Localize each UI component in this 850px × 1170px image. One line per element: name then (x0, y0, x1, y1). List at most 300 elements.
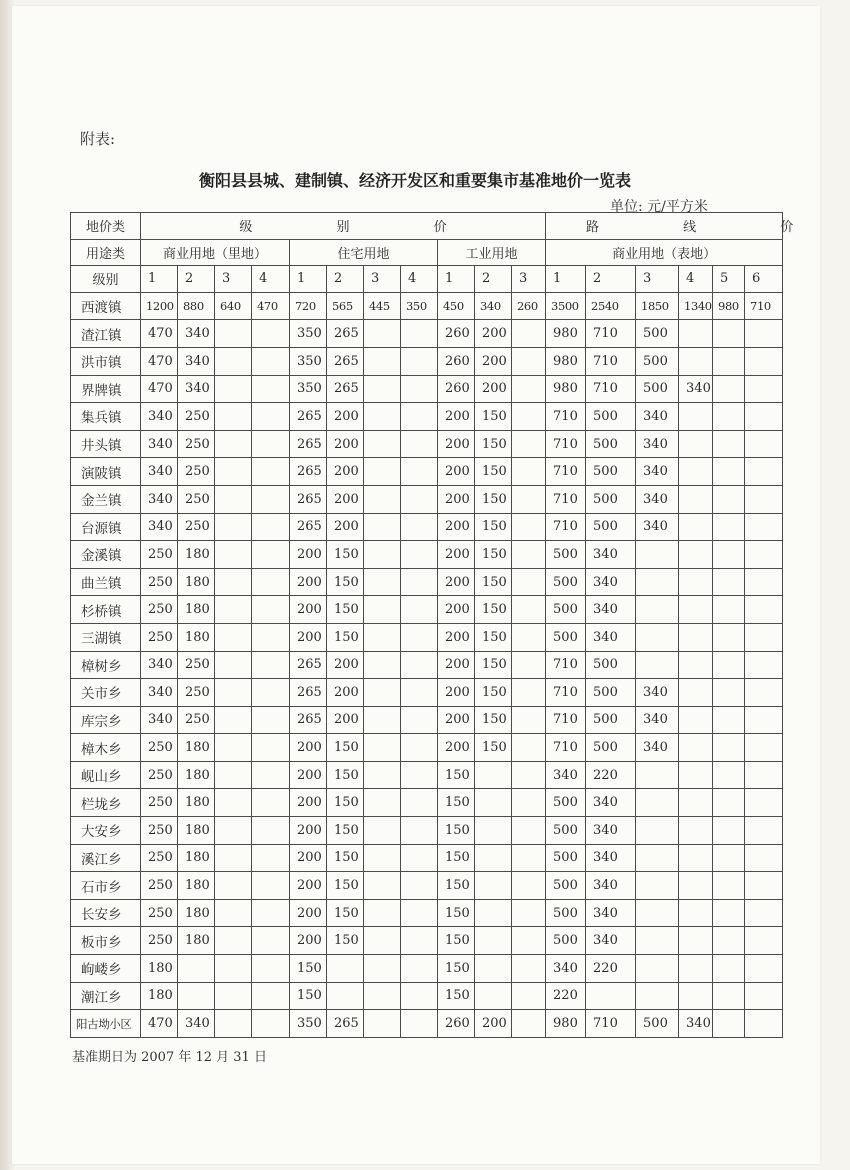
commercial-surface-cell (713, 844, 745, 872)
residential-cell: 200 (290, 817, 327, 845)
town-name-cell: 杉桥镇 (71, 596, 141, 624)
grade-header-cell: 3 (364, 266, 401, 293)
industrial-cell (512, 651, 546, 679)
commercial-surface-cell: 340 (586, 817, 636, 845)
commercial-inner-cell (215, 679, 252, 707)
commercial-inner-cell (215, 1010, 252, 1038)
commercial-inner-cell: 470 (141, 375, 178, 403)
town-name-cell: 栏垅乡 (71, 789, 141, 817)
residential-cell: 265 (290, 651, 327, 679)
commercial-inner-cell: 180 (178, 734, 215, 762)
industrial-cell: 150 (438, 817, 475, 845)
grade-header-cell: 2 (178, 266, 215, 293)
industrial-cell: 150 (438, 899, 475, 927)
commercial-surface-cell (713, 568, 745, 596)
industrial-cell (475, 899, 512, 927)
commercial-inner-cell: 250 (141, 927, 178, 955)
commercial-inner-cell: 340 (178, 320, 215, 348)
commercial-surface-cell: 340 (636, 485, 679, 513)
residential-cell (401, 761, 438, 789)
commercial-inner-cell: 250 (178, 513, 215, 541)
commercial-surface-cell: 500 (546, 568, 586, 596)
commercial-inner-cell: 250 (141, 872, 178, 900)
commercial-surface-cell: 500 (586, 485, 636, 513)
commercial-surface-cell: 500 (546, 623, 586, 651)
commercial-surface-cell (636, 651, 679, 679)
town-name-cell: 长安乡 (71, 899, 141, 927)
residential-cell: 350 (290, 320, 327, 348)
residential-cell (364, 872, 401, 900)
town-name-cell: 潮江乡 (71, 982, 141, 1010)
commercial-inner-cell (215, 430, 252, 458)
commercial-surface-cell (745, 872, 783, 900)
industrial-cell (475, 789, 512, 817)
commercial-surface-cell: 340 (586, 541, 636, 569)
residential-cell (401, 375, 438, 403)
table-row (71, 1010, 783, 1038)
commercial-surface-cell: 340 (679, 1010, 713, 1038)
grade-header-cell: 3 (636, 266, 679, 293)
residential-cell (364, 789, 401, 817)
residential-cell (364, 623, 401, 651)
commercial-inner-cell (252, 679, 290, 707)
table-row (71, 292, 783, 320)
table-row (71, 761, 783, 789)
commercial-inner-cell (215, 651, 252, 679)
commercial-surface-cell (745, 1010, 783, 1038)
grade-header-cell: 4 (401, 266, 438, 293)
commercial-inner-cell (178, 982, 215, 1010)
industrial-cell (512, 844, 546, 872)
commercial-surface-cell (745, 458, 783, 486)
commercial-inner-cell: 250 (178, 679, 215, 707)
commercial-inner-cell (252, 596, 290, 624)
commercial-inner-cell: 250 (178, 651, 215, 679)
land-price-table (70, 212, 834, 1038)
commercial-surface-cell: 3500 (546, 292, 586, 320)
commercial-surface-cell: 710 (586, 347, 636, 375)
industrial-cell: 150 (438, 789, 475, 817)
industrial-cell (512, 623, 546, 651)
industrial-cell: 450 (438, 292, 475, 320)
commercial-inner-cell (215, 899, 252, 927)
commercial-surface-cell (713, 899, 745, 927)
commercial-inner-cell (215, 623, 252, 651)
industrial-cell: 150 (475, 403, 512, 431)
commercial-surface-cell (745, 899, 783, 927)
residential-cell: 150 (327, 899, 364, 927)
industrial-cell (512, 485, 546, 513)
commercial-inner-cell (252, 955, 290, 983)
commercial-inner-cell: 250 (178, 430, 215, 458)
commercial-inner-cell: 250 (178, 485, 215, 513)
commercial-surface-cell: 340 (636, 706, 679, 734)
residential-cell: 350 (290, 347, 327, 375)
residential-cell: 350 (401, 292, 438, 320)
commercial-surface-cell (745, 982, 783, 1010)
residential-cell (327, 982, 364, 1010)
industrial-cell (475, 872, 512, 900)
commercial-inner-cell (252, 430, 290, 458)
commercial-surface-cell: 980 (546, 347, 586, 375)
unit-label: 单位: 元/平方米 (610, 199, 708, 215)
commercial-surface-cell: 500 (546, 927, 586, 955)
commercial-inner-cell: 180 (141, 982, 178, 1010)
commercial-surface-cell: 2540 (586, 292, 636, 320)
residential-cell: 200 (327, 485, 364, 513)
header-row-price-type (71, 213, 783, 240)
industrial-cell: 200 (438, 541, 475, 569)
industrial-cell (512, 872, 546, 900)
commercial-surface-cell: 220 (546, 982, 586, 1010)
grade-header-cell: 5 (713, 266, 745, 293)
industrial-cell (512, 347, 546, 375)
grade-header-cell: 6 (745, 266, 783, 293)
residential-cell (401, 458, 438, 486)
commercial-surface-cell (679, 679, 713, 707)
commercial-inner-cell (252, 1010, 290, 1038)
commercial-inner-cell: 340 (141, 430, 178, 458)
commercial-surface-cell (679, 568, 713, 596)
commercial-surface-cell (745, 347, 783, 375)
commercial-inner-cell (215, 541, 252, 569)
commercial-inner-cell: 180 (178, 541, 215, 569)
residential-cell (364, 403, 401, 431)
commercial-surface-cell: 500 (586, 458, 636, 486)
commercial-inner-cell: 180 (178, 899, 215, 927)
residential-cell: 350 (290, 1010, 327, 1038)
commercial-surface-cell (713, 1010, 745, 1038)
commercial-inner-cell (215, 927, 252, 955)
commercial-surface-cell (636, 844, 679, 872)
industrial-cell: 200 (438, 430, 475, 458)
commercial-surface-cell (679, 844, 713, 872)
appendix-label: 附表: (80, 130, 116, 148)
commercial-surface-cell: 340 (586, 899, 636, 927)
industrial-cell (512, 927, 546, 955)
commercial-surface-cell: 980 (546, 320, 586, 348)
grade-label: 级别 (71, 266, 141, 293)
commercial-surface-cell: 340 (586, 596, 636, 624)
residential-cell: 200 (290, 789, 327, 817)
commercial-surface-cell (636, 761, 679, 789)
road-price-header: 路 线 价 (546, 213, 783, 240)
commercial-inner-cell: 180 (178, 872, 215, 900)
commercial-inner-cell (215, 982, 252, 1010)
residential-cell: 150 (327, 596, 364, 624)
table-row (71, 568, 783, 596)
industrial-cell: 260 (438, 320, 475, 348)
commercial-inner-cell: 250 (178, 458, 215, 486)
residential-cell (401, 596, 438, 624)
residential-cell: 200 (327, 430, 364, 458)
commercial-surface-cell: 500 (546, 899, 586, 927)
residential-cell: 150 (327, 541, 364, 569)
commercial-surface-cell (679, 513, 713, 541)
commercial-surface-cell (636, 927, 679, 955)
industrial-cell: 150 (475, 485, 512, 513)
industrial-cell: 150 (475, 734, 512, 762)
town-name-cell: 阳古坳小区 (71, 1010, 141, 1038)
commercial-inner-cell: 340 (141, 706, 178, 734)
commercial-inner-cell: 250 (141, 817, 178, 845)
residential-cell (364, 375, 401, 403)
residential-cell: 200 (290, 734, 327, 762)
residential-cell (401, 430, 438, 458)
residential-cell (401, 734, 438, 762)
commercial-surface-cell (679, 927, 713, 955)
industrial-cell: 150 (438, 761, 475, 789)
industrial-cell (475, 817, 512, 845)
grade-header-cell: 2 (475, 266, 512, 293)
commercial-inner-cell: 250 (141, 734, 178, 762)
commercial-surface-cell: 500 (546, 541, 586, 569)
residential-cell (401, 541, 438, 569)
commercial-surface-cell (745, 403, 783, 431)
industrial-cell (512, 734, 546, 762)
residential-cell: 265 (290, 706, 327, 734)
residential-cell (401, 817, 438, 845)
commercial-inner-cell (252, 651, 290, 679)
commercial-surface-cell (679, 761, 713, 789)
commercial-surface-cell: 710 (586, 320, 636, 348)
commercial-surface-cell (713, 734, 745, 762)
residential-cell: 150 (327, 872, 364, 900)
table-row (71, 706, 783, 734)
commercial-surface-cell: 710 (586, 1010, 636, 1038)
commercial-surface-cell: 710 (546, 651, 586, 679)
commercial-surface-cell (636, 541, 679, 569)
commercial-surface-cell (745, 844, 783, 872)
commercial-surface-cell (713, 679, 745, 707)
table-row (71, 817, 783, 845)
residential-cell (364, 320, 401, 348)
commercial-surface-cell (679, 347, 713, 375)
commercial-surface-cell (713, 761, 745, 789)
commercial-surface-cell (679, 651, 713, 679)
commercial-surface-cell (679, 403, 713, 431)
commercial-inner-cell: 340 (141, 679, 178, 707)
commercial-inner-cell (252, 541, 290, 569)
residential-cell: 150 (327, 817, 364, 845)
industrial-cell: 150 (475, 513, 512, 541)
industrial-cell: 200 (438, 679, 475, 707)
commercial-surface-cell: 340 (546, 955, 586, 983)
commercial-inner-cell: 180 (141, 955, 178, 983)
industrial-cell (512, 706, 546, 734)
table-row (71, 596, 783, 624)
commercial-surface-cell: 340 (636, 403, 679, 431)
industrial-cell: 200 (475, 375, 512, 403)
residential-cell: 200 (290, 927, 327, 955)
residential-cell (364, 1010, 401, 1038)
grade-header-cell: 1 (290, 266, 327, 293)
industrial-cell: 150 (475, 651, 512, 679)
commercial-surface-cell: 340 (586, 623, 636, 651)
residential-cell: 445 (364, 292, 401, 320)
commercial-surface-cell (713, 623, 745, 651)
table-row (71, 679, 783, 707)
commercial-inner-cell (252, 403, 290, 431)
industrial-cell: 150 (475, 458, 512, 486)
industrial-cell: 150 (438, 844, 475, 872)
commercial-surface-cell (745, 320, 783, 348)
commercial-inner-cell: 340 (141, 458, 178, 486)
industrial-cell (512, 982, 546, 1010)
residential-cell: 200 (290, 899, 327, 927)
town-name-cell: 石市乡 (71, 872, 141, 900)
table-row (71, 844, 783, 872)
commercial-inner-cell (252, 347, 290, 375)
industrial-cell: 150 (475, 623, 512, 651)
commercial-surface-cell: 710 (546, 430, 586, 458)
industrial-cell: 200 (475, 1010, 512, 1038)
commercial-inner-cell (252, 623, 290, 651)
commercial-surface-cell: 500 (586, 706, 636, 734)
commercial-inner-cell: 880 (178, 292, 215, 320)
industrial-cell: 150 (475, 706, 512, 734)
commercial-inner-cell (215, 734, 252, 762)
table-row (71, 458, 783, 486)
commercial-surface-cell: 340 (636, 734, 679, 762)
commercial-surface-cell: 710 (546, 403, 586, 431)
commercial-surface-cell: 710 (546, 679, 586, 707)
table-row (71, 375, 783, 403)
commercial-surface-cell (713, 789, 745, 817)
commercial-inner-cell (252, 789, 290, 817)
residential-cell (401, 706, 438, 734)
residential-cell (401, 403, 438, 431)
commercial-surface-cell: 500 (586, 513, 636, 541)
residential-cell: 150 (327, 789, 364, 817)
commercial-surface-cell (679, 596, 713, 624)
residential-cell: 565 (327, 292, 364, 320)
residential-cell (401, 872, 438, 900)
commercial-inner-cell: 250 (141, 568, 178, 596)
residential-cell: 265 (290, 430, 327, 458)
residential-cell (364, 899, 401, 927)
residential-cell: 200 (327, 651, 364, 679)
commercial-inner-cell: 470 (252, 292, 290, 320)
commercial-inner-cell: 250 (141, 541, 178, 569)
grade-header-cell: 1 (438, 266, 475, 293)
table-row (71, 872, 783, 900)
town-name-cell: 金溪镇 (71, 541, 141, 569)
commercial-surface-cell (713, 458, 745, 486)
industrial-cell (512, 375, 546, 403)
commercial-surface-cell (713, 872, 745, 900)
residential-cell: 200 (290, 596, 327, 624)
industrial-cell (475, 844, 512, 872)
industrial-cell: 150 (475, 568, 512, 596)
commercial-surface-cell: 710 (546, 458, 586, 486)
industrial-cell (475, 927, 512, 955)
grade-header-cell: 4 (679, 266, 713, 293)
commercial-surface-cell (745, 541, 783, 569)
commercial-inner-cell: 470 (141, 1010, 178, 1038)
commercial-surface-cell (713, 817, 745, 845)
commercial-surface-cell (745, 596, 783, 624)
residential-cell (364, 541, 401, 569)
commercial-surface-cell: 340 (586, 927, 636, 955)
town-name-cell: 溪江乡 (71, 844, 141, 872)
town-name-cell: 大安乡 (71, 817, 141, 845)
commercial-inner-cell: 340 (141, 651, 178, 679)
commercial-inner-cell: 250 (141, 789, 178, 817)
header-row-grade (71, 266, 783, 293)
industrial-cell: 200 (475, 320, 512, 348)
residential-header: 住宅用地 (290, 239, 438, 266)
commercial-inner-cell (215, 706, 252, 734)
residential-cell (364, 955, 401, 983)
commercial-inner-cell (215, 789, 252, 817)
commercial-inner-cell: 340 (141, 485, 178, 513)
commercial-surface-cell: 500 (546, 872, 586, 900)
price-type-label: 地价类 (71, 213, 141, 240)
commercial-inner-cell (252, 872, 290, 900)
commercial-surface-cell (679, 706, 713, 734)
residential-cell: 200 (327, 458, 364, 486)
residential-cell: 150 (290, 955, 327, 983)
industrial-cell: 200 (438, 734, 475, 762)
commercial-surface-cell (713, 955, 745, 983)
industrial-cell (512, 899, 546, 927)
commercial-surface-cell: 710 (745, 292, 783, 320)
residential-cell: 150 (327, 844, 364, 872)
commercial-inner-cell: 340 (178, 375, 215, 403)
table-row (71, 955, 783, 983)
residential-cell: 200 (327, 513, 364, 541)
industrial-cell (512, 761, 546, 789)
residential-cell: 200 (290, 872, 327, 900)
commercial-surface-cell: 500 (636, 320, 679, 348)
residential-cell (401, 1010, 438, 1038)
industrial-cell: 150 (475, 679, 512, 707)
commercial-surface-cell (679, 485, 713, 513)
residential-cell (401, 955, 438, 983)
commercial-inner-cell: 180 (178, 789, 215, 817)
table-row (71, 320, 783, 348)
industrial-cell (512, 568, 546, 596)
residential-cell (364, 513, 401, 541)
residential-cell (401, 320, 438, 348)
commercial-inner-cell: 640 (215, 292, 252, 320)
commercial-surface-cell (679, 872, 713, 900)
commercial-surface-cell: 710 (586, 375, 636, 403)
commercial-surface-cell: 340 (546, 761, 586, 789)
commercial-inner-cell: 470 (141, 347, 178, 375)
document-title: 衡阳县县城、建制镇、经济开发区和重要集市基准地价一览表 (198, 171, 631, 190)
commercial-surface-cell (679, 541, 713, 569)
commercial-surface-cell: 500 (546, 596, 586, 624)
residential-cell (364, 679, 401, 707)
industrial-cell: 200 (438, 458, 475, 486)
residential-cell (364, 761, 401, 789)
residential-cell: 150 (327, 734, 364, 762)
industrial-cell (512, 458, 546, 486)
residential-cell: 200 (327, 679, 364, 707)
commercial-surface-cell (636, 789, 679, 817)
commercial-surface-cell (745, 679, 783, 707)
commercial-inner-cell: 250 (141, 623, 178, 651)
commercial-inner-cell: 180 (178, 568, 215, 596)
table-row (71, 651, 783, 679)
commercial-surface-cell: 340 (636, 430, 679, 458)
industrial-cell (512, 541, 546, 569)
town-name-cell: 樟木乡 (71, 734, 141, 762)
town-name-cell: 洪市镇 (71, 347, 141, 375)
commercial-surface-cell: 340 (679, 375, 713, 403)
